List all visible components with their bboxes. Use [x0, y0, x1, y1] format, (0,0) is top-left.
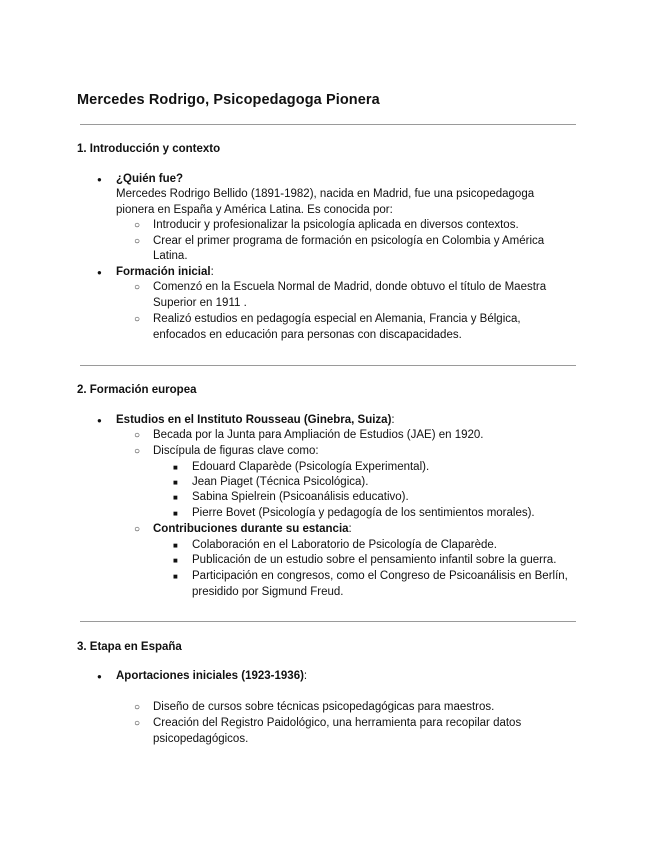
initial-sub-2a: Creación del Registro Paidológico, una herramienta para recopilar datos	[153, 717, 522, 729]
contrib-sub: Participación en congresos, como el Congreso de Psicoanálisis en Berlín,	[192, 570, 568, 582]
who-sub-1: Introducir y profesionalizar la psicología aplicada en diversos contextos.	[153, 219, 519, 231]
circle-bullet-icon	[134, 312, 140, 327]
circle-bullet-icon	[134, 444, 140, 459]
formation-item	[116, 265, 214, 279]
contrib-sub-3b: presidido por Sigmund Freud.	[192, 586, 344, 598]
who-text-line-2: pionera en España y América Latina. Es conocida por:	[116, 204, 393, 216]
contrib-item	[153, 522, 352, 536]
contrib-colon: :	[348, 523, 352, 535]
initial-sub-1: Diseño de cursos sobre técnicas psicopedagógicas para maestros.	[153, 701, 495, 713]
square-bullet-icon	[173, 553, 178, 568]
bullet-icon	[97, 413, 102, 428]
contrib-sub: Colaboración en el Laboratorio de Psicología de Claparède.	[192, 539, 497, 551]
initial-colon: :	[303, 670, 308, 682]
person-item: Sabina Spielrein (Psicoanálisis educativo).	[192, 491, 409, 503]
who-label: ¿Quién fue?	[116, 173, 184, 185]
section-heading-3: 3. Etapa en España	[77, 641, 182, 653]
bullet-icon	[97, 172, 102, 187]
square-bullet-icon	[173, 506, 178, 521]
studies-label: Estudios en el Instituto Rousseau (Ginebra, Suiza)	[116, 414, 392, 426]
square-bullet-icon	[173, 490, 178, 505]
formation-sub-2b: enfocados en educación para personas con discapacidades.	[153, 329, 462, 341]
who-text-line-1: Mercedes Rodrigo Bellido (1891-1982), nacida en Madrid, fue una psicopedagoga	[116, 188, 535, 200]
who-sub-2b: Latina.	[153, 250, 188, 262]
bullet-icon	[97, 669, 102, 684]
person-item: Edouard Claparède (Psicología Experimental).	[192, 461, 430, 473]
formation-label: Formación inicial	[116, 266, 211, 278]
formation-sub-1a: Comenzó en la Escuela Normal de Madrid, donde obtuvo el título de Maestra	[153, 281, 547, 293]
formation-sub-2a: Realizó estudios en pedagogía especial en Alemania, Francia y Bélgica,	[153, 313, 521, 325]
circle-bullet-icon	[134, 218, 140, 233]
square-bullet-icon	[173, 569, 178, 584]
divider	[80, 124, 576, 125]
studies-item	[116, 413, 395, 427]
circle-bullet-icon	[134, 428, 140, 443]
formation-colon: :	[210, 266, 214, 278]
section-heading-1: 1. Introducción y contexto	[77, 143, 221, 155]
initial-item	[116, 669, 307, 683]
initial-label: Aportaciones iniciales (1923-1936)	[116, 670, 304, 682]
bullet-icon	[97, 265, 102, 280]
circle-bullet-icon	[134, 280, 140, 295]
contrib-label: Contribuciones durante su estancia	[153, 523, 349, 535]
who-sub-2a: Crear el primer programa de formación en psicología en Colombia y América	[153, 235, 545, 247]
divider	[80, 365, 576, 366]
page-title: Mercedes Rodrigo, Psicopedagoga Pionera	[77, 92, 380, 108]
person-item: Jean Piaget (Técnica Psicológica).	[192, 476, 369, 488]
divider	[80, 621, 576, 622]
circle-bullet-icon	[134, 700, 140, 715]
contrib-sub: Publicación de un estudio sobre el pensamiento infantil sobre la guerra.	[192, 554, 557, 566]
section-heading-2: 2. Formación europea	[77, 384, 197, 396]
formation-sub-1b: Superior en 1911 .	[153, 297, 247, 309]
square-bullet-icon	[173, 475, 178, 490]
square-bullet-icon	[173, 460, 178, 475]
studies-colon: :	[391, 414, 395, 426]
circle-bullet-icon	[134, 234, 140, 249]
person-item: Pierre Bovet (Psicología y pedagogía de los sentimientos morales).	[192, 507, 535, 519]
studies-sub-1: Becada por la Junta para Ampliación de Estudios (JAE) en 1920.	[153, 429, 484, 441]
initial-sub-2b: psicopedagógicos.	[153, 733, 249, 745]
studies-sub-2: Discípula de figuras clave como:	[153, 445, 319, 457]
square-bullet-icon	[173, 538, 178, 553]
circle-bullet-icon	[134, 522, 140, 537]
circle-bullet-icon	[134, 716, 140, 731]
